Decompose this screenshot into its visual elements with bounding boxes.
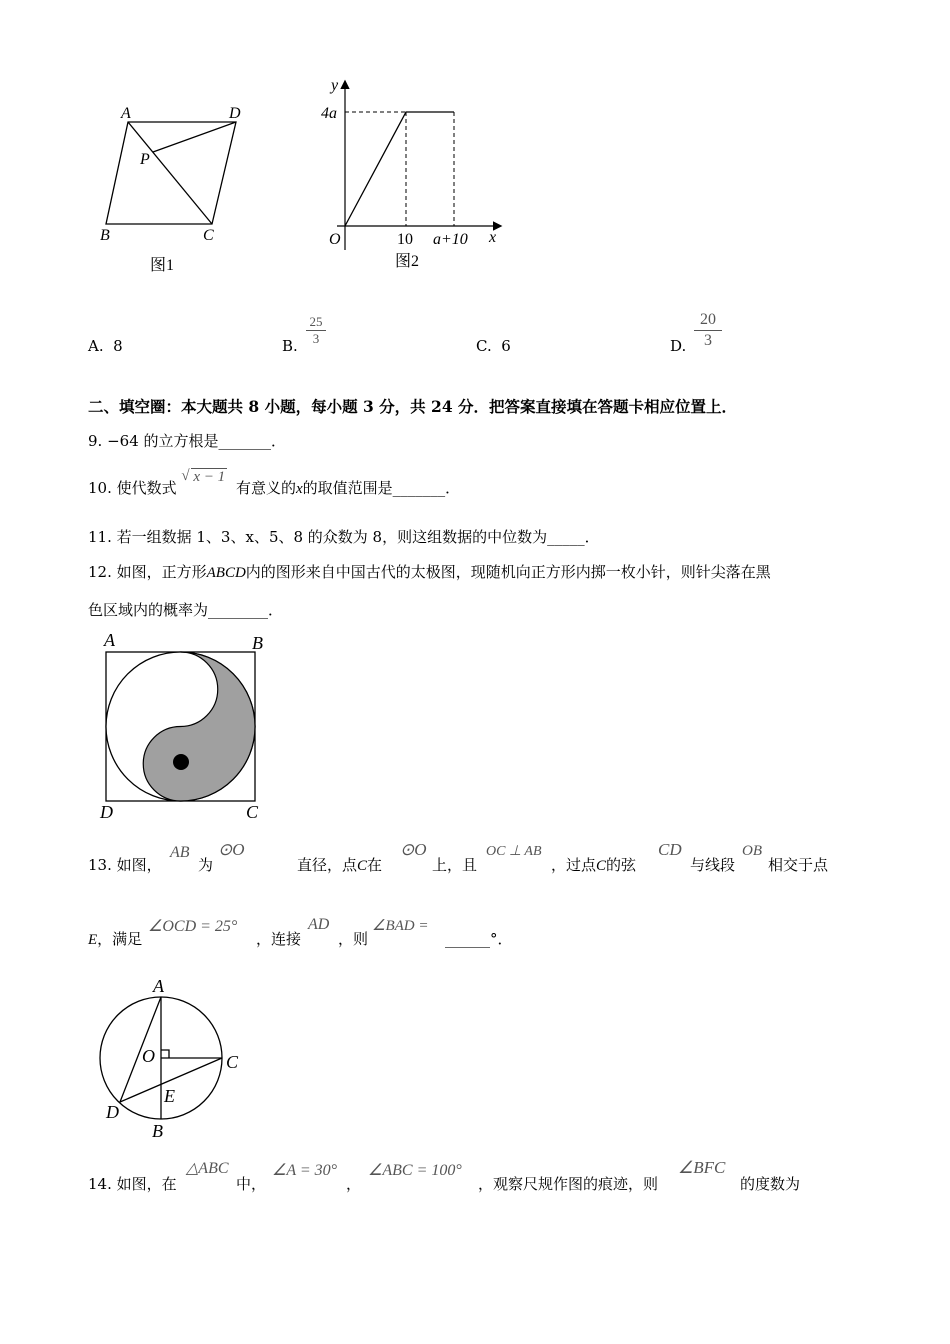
segment-pd <box>153 122 236 152</box>
option-c-value: 6 <box>501 337 511 355</box>
q10-pre: 10. 使代数式 <box>88 479 177 497</box>
q13-guo-text: ，过点 <box>551 856 597 874</box>
taiji-white-dot <box>174 681 188 695</box>
q13-yu: 与线段 <box>690 856 736 874</box>
fig2-label-x: x <box>489 229 497 246</box>
q12-pre: 12. 如图，正方形 <box>88 563 207 581</box>
question-11: 11. 若一组数据 1、3、x、5、8 的众数为 8，则这组数据的中位数为_____． <box>88 528 600 546</box>
q13-diam <box>297 855 382 876</box>
fig1-label-d: D <box>229 105 241 122</box>
circle-figure <box>92 970 252 1150</box>
q14-comma: ， <box>346 1175 362 1193</box>
q10-radical <box>181 467 227 487</box>
circle-label-c: C <box>226 1052 239 1072</box>
q13-c2: C <box>596 858 607 874</box>
q13-zai: 在 <box>367 856 383 874</box>
q13-ab: AB <box>170 844 190 861</box>
q14-angle-a: ∠A = 30° <box>272 1162 338 1179</box>
option-b-numerator: 25 <box>309 314 323 329</box>
circle-label-b: B <box>152 1121 163 1141</box>
q13-xiangjiao: 相交于点 <box>768 856 829 874</box>
option-c-label: C. <box>476 337 492 355</box>
question-10 <box>88 468 461 499</box>
q13-ze: ，则 <box>338 930 369 948</box>
parallelogram-lines <box>106 122 236 224</box>
q13-ob: OB <box>742 843 762 859</box>
q14-triangle: △ABC <box>186 1160 229 1177</box>
fig2-label-a10: a+10 <box>433 231 468 248</box>
q14-zhong: 中， <box>236 1175 267 1193</box>
q13-line-2-start <box>88 929 142 950</box>
option-b-fraction <box>306 314 326 347</box>
q13-angle-bad: ∠BAD = <box>372 918 429 934</box>
fig2-label-y: y <box>331 77 339 94</box>
question-9: 9. −64 的立方根是_______． <box>88 432 287 450</box>
q14-angle-abc: ∠ABC = 100° <box>368 1162 462 1179</box>
q13-lianjie: ，连接 <box>256 930 302 948</box>
taiji-figure <box>95 628 275 824</box>
q13-ad: AD <box>308 916 330 933</box>
q13-circle-o-2: ⊙O <box>400 840 427 859</box>
question-12-line-1 <box>88 562 771 583</box>
fig2-label-10: 10 <box>397 231 413 248</box>
q13-angle-ocd: ∠OCD = 25° <box>148 918 238 935</box>
q10-radicand: x − 1 <box>193 469 226 485</box>
q13-blank: ______°． <box>445 930 513 948</box>
q10-var: x <box>295 481 303 497</box>
option-d-label: D. <box>670 337 687 355</box>
q13-prefix: 13. 如图， <box>88 856 162 874</box>
option-d-numerator: 20 <box>700 311 716 328</box>
figure-1-parallelogram <box>95 98 265 278</box>
q12-post: 内的图形来自中国古代的太极图，现随机向正方形内掷一枚小针，则针尖落在黑 <box>245 563 771 581</box>
q14-prefix: 14. 如图，在 <box>88 1175 177 1193</box>
q13-shang: 上，且 <box>432 856 478 874</box>
fig1-caption: 图1 <box>150 257 175 274</box>
right-angle-mark <box>161 1050 169 1058</box>
fig1-label-a: A <box>121 105 131 122</box>
q13-manzu: ，满足 <box>97 930 143 948</box>
diagonal-ac <box>128 122 212 224</box>
fig1-label-p: P <box>140 151 150 168</box>
q13-wei: 为 <box>198 856 214 874</box>
q12-abcd: ABCD <box>206 565 246 581</box>
fig1-label-b: B <box>100 227 110 244</box>
fig2-label-o: O <box>329 231 341 248</box>
option-a <box>88 336 123 356</box>
q10-mid: 有意义的 <box>235 479 296 497</box>
circle-label-d: D <box>106 1102 119 1122</box>
q14-dushu: 的度数为 <box>740 1175 801 1193</box>
q13-guo <box>551 855 636 876</box>
q14-observe: ，观察尺规作图的痕迹，则 <box>478 1175 659 1193</box>
q13-de-xian: 的弦 <box>606 856 637 874</box>
option-d-denominator: 3 <box>694 330 722 351</box>
option-b-label: B. <box>282 337 298 355</box>
circle-label-o: O <box>142 1046 155 1066</box>
q13-c1: C <box>357 858 368 874</box>
circle-label-a: A <box>153 976 164 996</box>
q13-circle-o: ⊙O <box>218 840 245 859</box>
option-d-fraction <box>694 310 722 351</box>
figure-2-graph <box>315 72 515 272</box>
option-a-label: A. <box>88 337 104 355</box>
q14-angle-bfc: ∠BFC <box>678 1158 726 1177</box>
taiji-label-b: B <box>252 633 263 653</box>
q13-diam-text: 直径，点 <box>297 856 358 874</box>
option-b-denominator: 3 <box>306 330 326 347</box>
circle-label-e: E <box>164 1086 175 1106</box>
taiji-label-c: C <box>246 802 259 822</box>
section-2-heading: 二、填空圈：本大题共 8 小题，每小题 3 分，共 24 分．把答案直接填在答题卡相应位置上． <box>88 397 738 416</box>
q13-e: E <box>88 932 98 948</box>
q13-cd: CD <box>658 840 682 859</box>
option-c <box>476 336 511 356</box>
q10-post: 的取值范围是_______． <box>302 479 461 497</box>
fig2-caption: 图2 <box>395 253 420 270</box>
taiji-black-dot <box>173 754 189 770</box>
taiji-label-d: D <box>100 802 113 822</box>
taiji-label-a: A <box>104 630 115 650</box>
parallelogram-abcd <box>106 122 236 224</box>
graph-line <box>345 112 454 226</box>
option-a-value: 8 <box>113 337 123 355</box>
fig2-label-4a: 4a <box>321 105 337 122</box>
fig1-label-c: C <box>203 227 214 244</box>
radical-sign: √ <box>181 468 190 484</box>
question-12-line-2: 色区域内的概率为________． <box>88 601 284 619</box>
q13-perp: OC ⊥ AB <box>486 844 542 859</box>
